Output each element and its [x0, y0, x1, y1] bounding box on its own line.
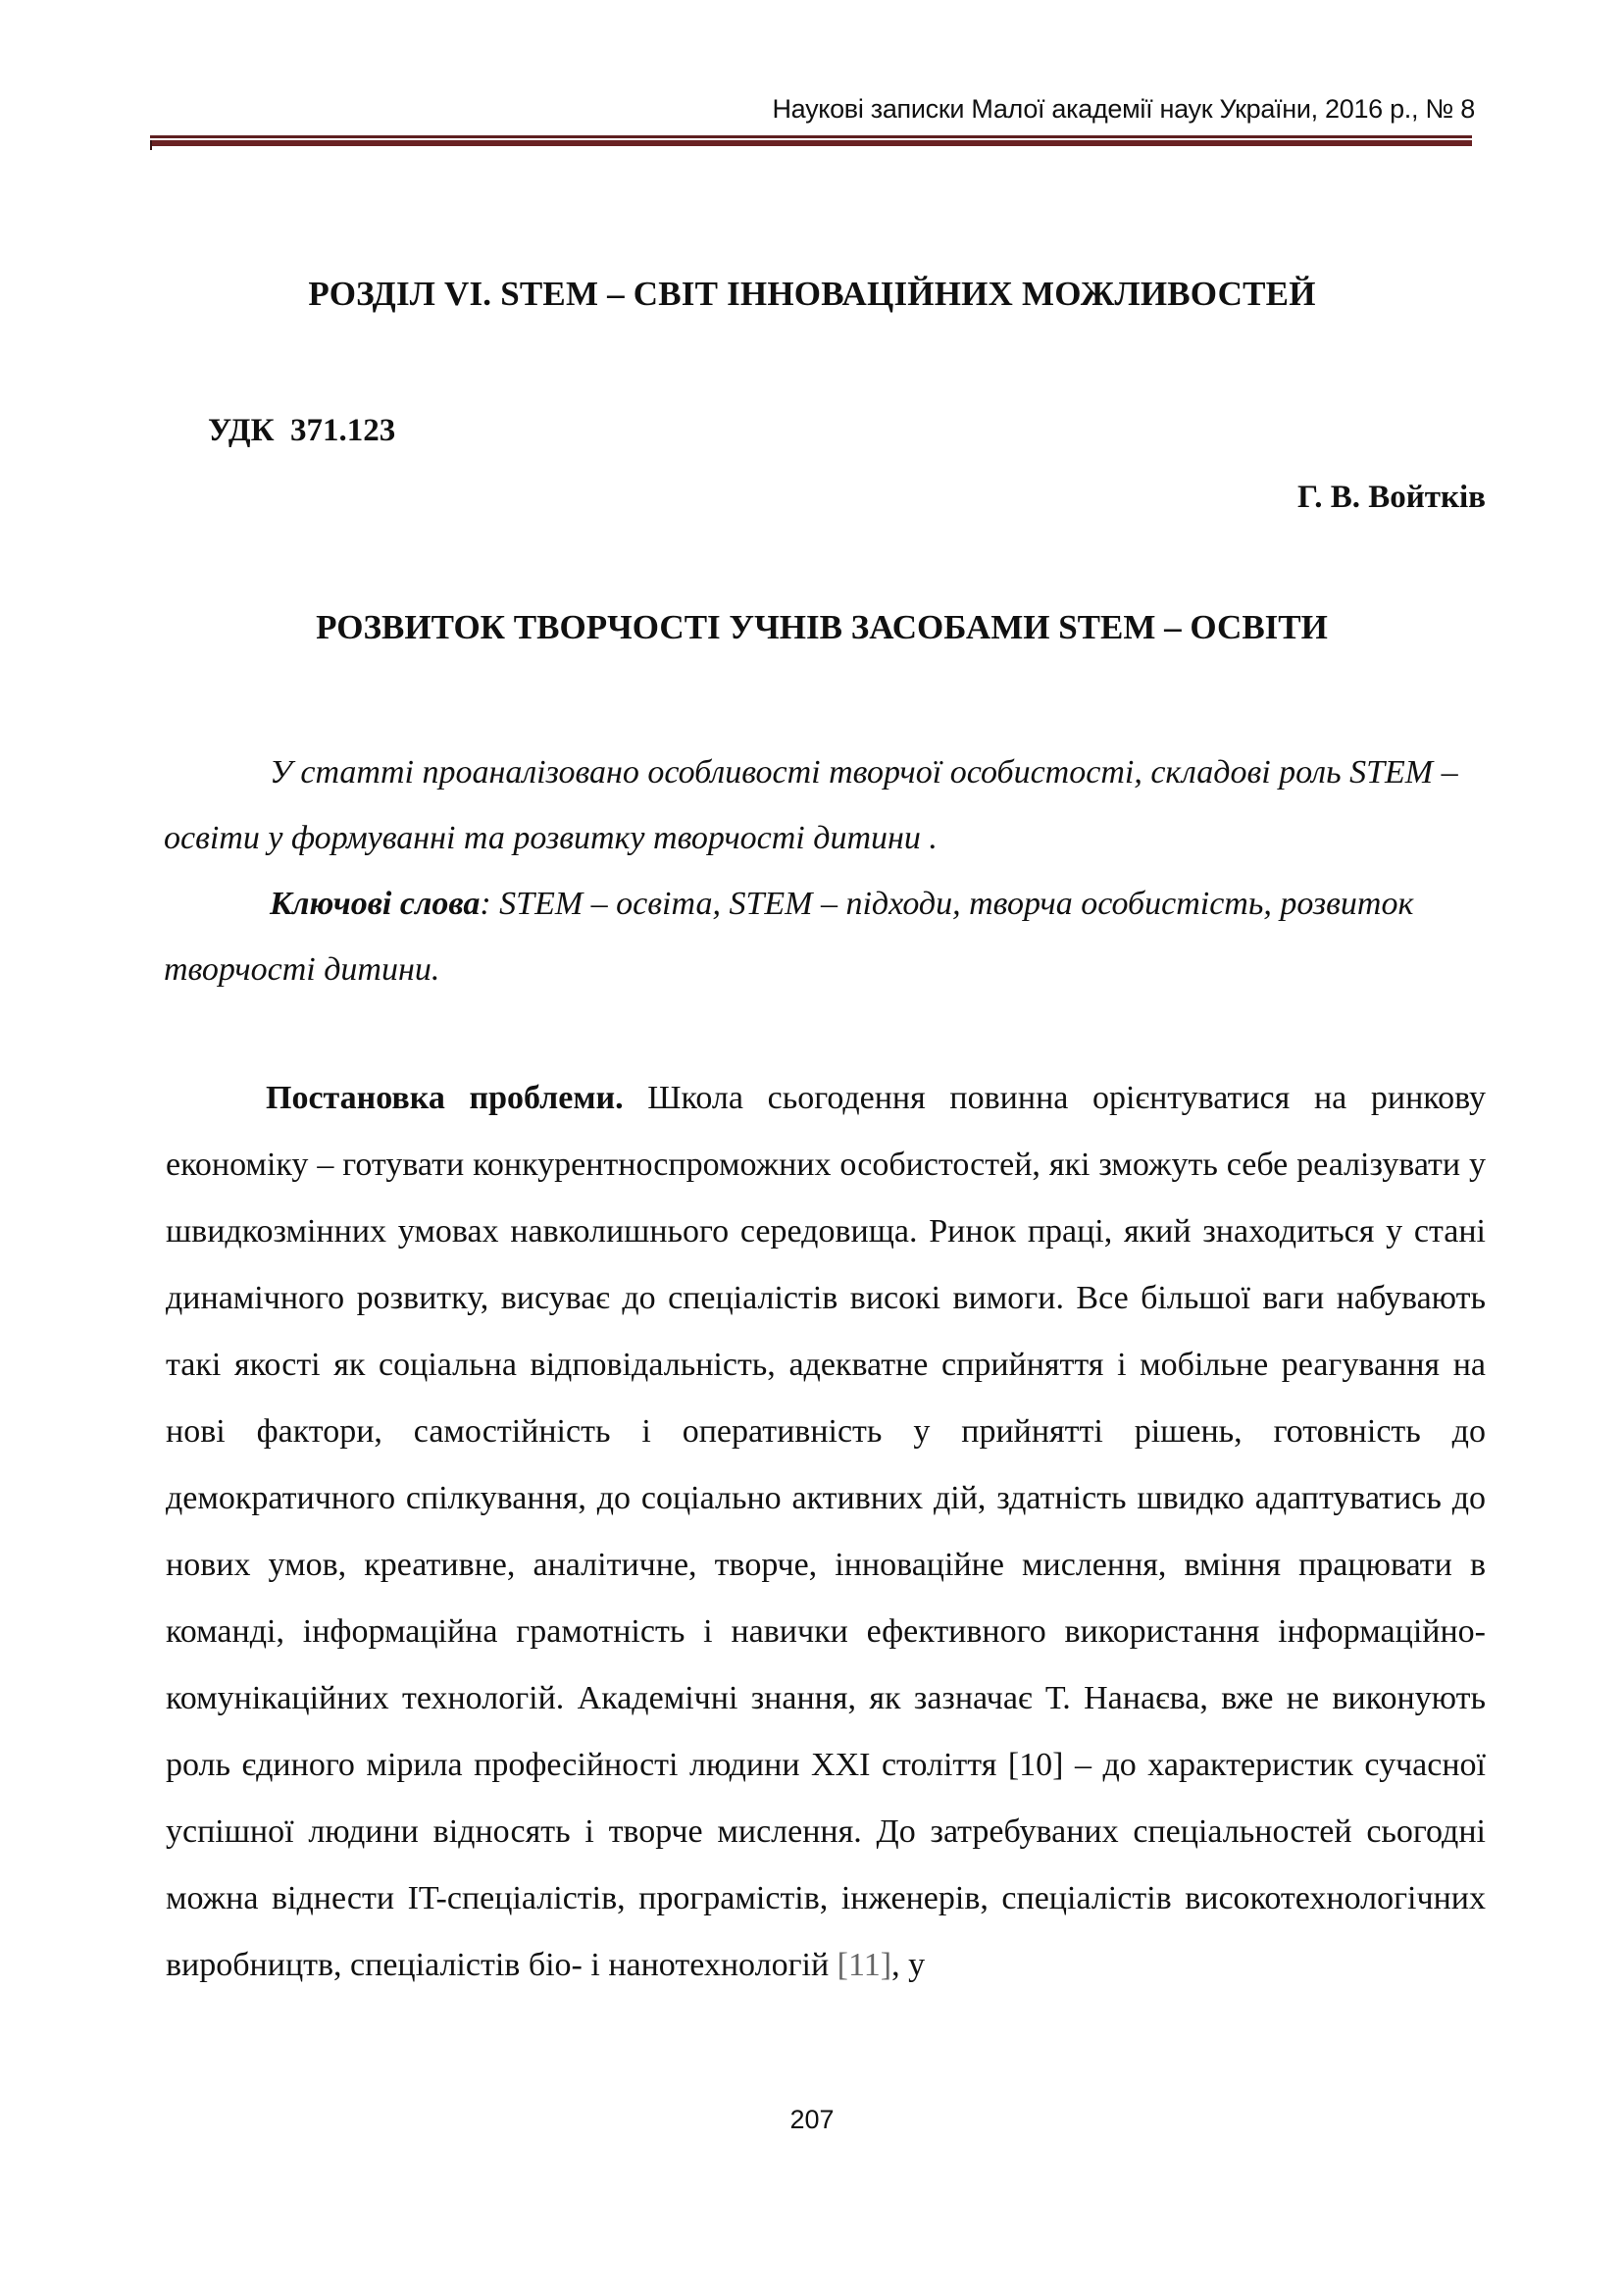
section-title: РОЗДІЛ VI. STEM – СВІТ ІННОВАЦІЙНИХ МОЖЛИВОСТЕЙ	[308, 275, 1316, 313]
abstract-text: У статті проаналізовано особливості творчої особистості, складові роль STEM – освіти у формуванні та розвитку творчості дитини .	[164, 754, 1458, 856]
abstract	[164, 740, 1468, 1002]
header-rule-tick	[150, 140, 152, 150]
citation-ref: [11]	[837, 1947, 892, 1983]
udc-code: УДК 371.123	[208, 413, 396, 448]
running-header: Наукові записки Малої академії наук України, 2016 р., № 8	[772, 94, 1475, 124]
header-rule-thin	[150, 135, 1472, 138]
page-number: 207	[789, 2105, 835, 2134]
keywords-text: : STEM – освіта, STEM – підходи, творча особистість, розвиток творчості дитини.	[164, 886, 1414, 988]
body-paragraph	[166, 1065, 1486, 1999]
author-name: Г. В. Войтків	[1296, 480, 1486, 515]
paragraph-text: Школа сьогодення повинна орієнтуватися на ринкову економіку – готувати конкурентноспроможних особистостей, які зможуть себе реалізувати у швидкозмінних умовах навколишнього середовища. Ринок праці, який знаходиться у стані динамічного розвитку, висуває до спеціалістів високі вимоги. Все більшої ваги набувають такі якості як соціальна відповідальність, адекватне сприйняття і мобільне реагування на нові фактори, самостійність і оперативність у прийнятті рішень, готовність до демократичного спілкування, до соціально активних дій, здатність швидко адаптуватись до нових умов, креативне, аналітичне, творче, інноваційне мислення, вміння працювати в команді, інформаційна грамотність і навички ефективного використання інформаційно-комунікаційних технологій. Академічні знання, як зазначає Т. Нанаєва, вже не виконують роль єдиного мірила професійності людини XXI століття [10] – до характеристик сучасної успішної людини відносять і творче мислення. До затребуваних спеціальностей сьогодні можна віднести IT-спеціалістів, програмістів, інженерів, спеціалістів високотехнологічних виробництв, спеціалістів біо- і нанотехнологій	[166, 1080, 1486, 1983]
keywords	[164, 871, 1468, 1002]
body-text	[166, 1065, 1486, 1999]
header-rule-thick	[150, 140, 1472, 146]
paragraph-text-tail: , у	[891, 1947, 926, 1983]
paragraph-lead: Постановка проблеми.	[266, 1080, 624, 1116]
article-title: РОЗВИТОК ТВОРЧОСТІ УЧНІВ ЗАСОБАМИ STEM – ОСВІТИ	[316, 608, 1328, 646]
keywords-label: Ключові слова	[270, 886, 481, 922]
